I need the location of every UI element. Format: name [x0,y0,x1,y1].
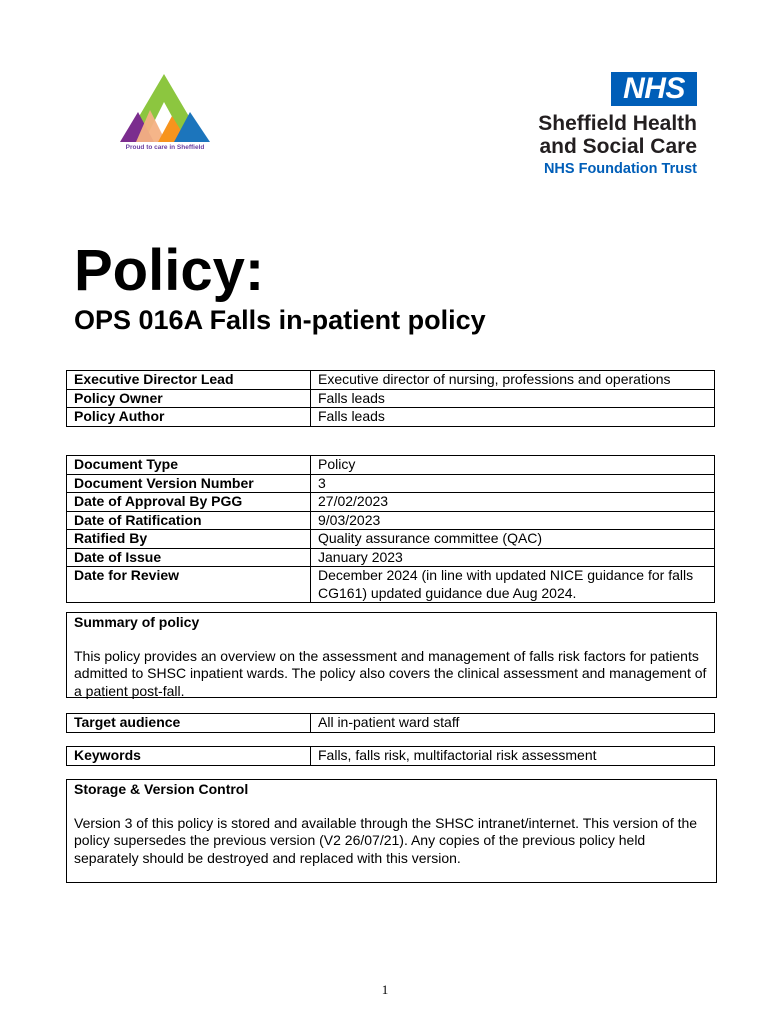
row-value: Falls leads [311,389,715,408]
row-value: Policy [311,456,715,475]
table-row [67,493,715,512]
row-label: Policy Owner [67,389,311,408]
keywords-table [66,746,715,766]
target-label: Target audience [67,714,311,733]
table-row [67,456,715,475]
row-label: Date of Approval By PGG [67,493,311,512]
table-row [67,389,715,408]
row-label: Document Version Number [67,474,311,493]
row-label: Date of Ratification [67,511,311,530]
page-number: 1 [381,982,389,997]
trust-name-line3: NHS Foundation Trust [543,161,697,177]
row-value: Quality assurance committee (QAC) [311,530,715,549]
row-value: 3 [311,474,715,493]
row-label: Ratified By [67,530,311,549]
row-value: Falls leads [311,408,715,427]
row-value: December 2024 (in line with updated NICE guidance for falls CG161) updated guidance due Aug 2024. [311,567,715,603]
page-title: Policy: [74,238,265,303]
row-value: January 2023 [311,548,715,567]
table-row [67,408,715,427]
summary-heading: Summary of policy [74,614,200,630]
row-label: Date for Review [67,567,311,603]
logo-caption: Proud to care in Sheffield [125,144,205,151]
row-label: Policy Author [67,408,311,427]
table-row [67,530,715,549]
table-row [67,567,715,603]
nhs-badge: NHS [611,72,697,106]
keywords-value: Falls, falls risk, multifactorial risk assessment [311,747,715,766]
summary-box [66,612,717,698]
row-label: Document Type [67,456,311,475]
mountain-logo-icon [116,72,214,144]
storage-heading: Storage & Version Control [74,781,249,797]
trust-name-line1: Sheffield Health [538,112,697,135]
row-label: Executive Director Lead [67,371,311,390]
table-row [67,474,715,493]
policy-title: OPS 016A Falls in-patient policy [74,305,486,335]
table-row [67,747,715,766]
sheffield-logo [116,72,214,156]
document-details-table [66,455,715,603]
trust-name-line2: and Social Care [539,135,697,158]
target-audience-table [66,713,715,733]
row-label: Date of Issue [67,548,311,567]
row-value: 27/02/2023 [311,493,715,512]
nhs-trust-logo [505,72,705,182]
row-value: Executive director of nursing, professions and operations [311,371,715,390]
table-row [67,511,715,530]
table-row [67,371,715,390]
storage-body: Version 3 of this policy is stored and available through the SHSC intranet/internet. This version of the policy supersedes the previous version (V2 26/07/21). Any copies of the previous policy held separately should be destroyed and replaced with this version. [74,814,698,866]
storage-box [66,779,717,883]
summary-body: This policy provides an overview on the assessment and management of falls risk factors for patients admitted to SHSC inpatient wards. The policy also covers the clinical assessment and management of a patient post-fall. [74,647,707,699]
row-value: 9/03/2023 [311,511,715,530]
keywords-label: Keywords [67,747,311,766]
table-row [67,714,715,733]
table-row [67,548,715,567]
target-value: All in-patient ward staff [311,714,715,733]
ownership-table [66,370,715,427]
